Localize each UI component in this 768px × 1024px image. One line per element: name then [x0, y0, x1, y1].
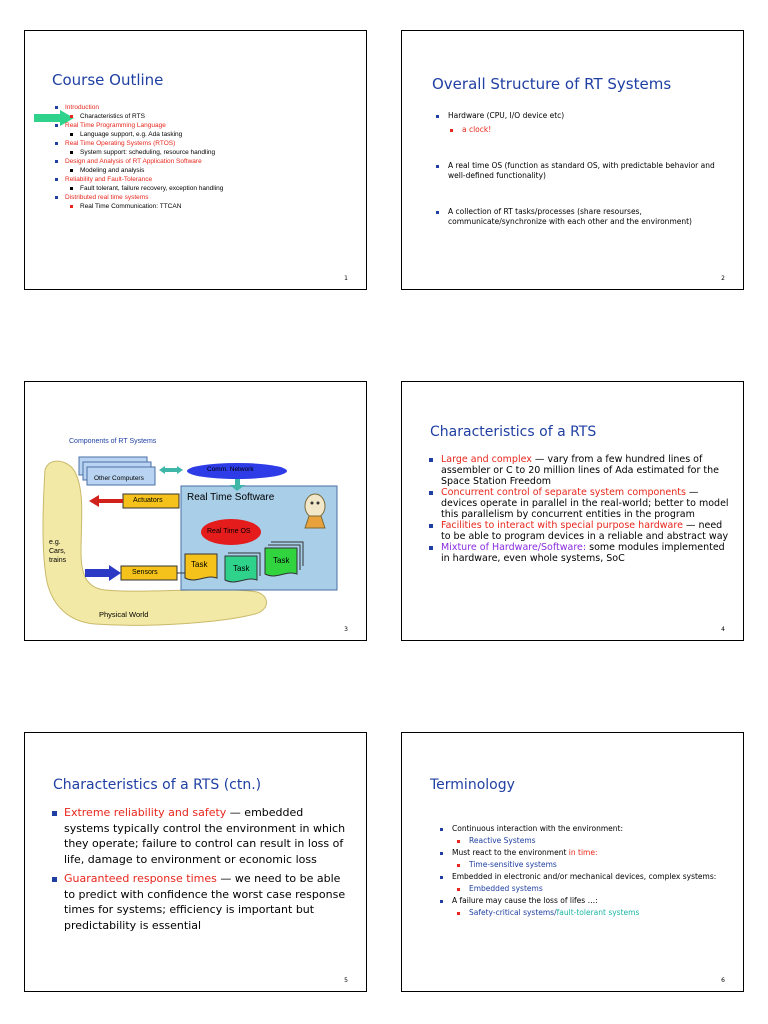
- page-number: 3: [344, 626, 348, 633]
- list-item: A real time OS (function as standard OS, with predictable behavior and well-defined functionality): [436, 161, 731, 181]
- list-item: [440, 908, 725, 918]
- slide-title: Overall Structure of RT Systems: [432, 75, 672, 93]
- body-text: — we need to be able to predict with confidence the worst case response times for systems; efficiency is important but predictability is essential: [64, 872, 346, 932]
- mascot-icon: [305, 494, 325, 528]
- list-item: Reliability and Fault-Tolerance: [55, 175, 223, 184]
- example-label: [49, 538, 66, 565]
- highlight-text: Large and complex: [441, 454, 532, 465]
- highlight-text: in time:: [568, 848, 598, 857]
- highlight-text: fault-tolerant systems: [556, 908, 640, 917]
- body-text: — vary from a few hundred lines of assembler or C to 20 million lines of Ada estimated for the Space Station Freedom: [441, 454, 720, 487]
- body-text: — need to be able to program devices in a reliable and abstract way: [441, 520, 729, 542]
- page-number: 6: [721, 977, 725, 984]
- list-item: Real Time Operating Systems (RTOS): [55, 139, 223, 148]
- list-item: Characteristics of RTS: [55, 112, 223, 121]
- list-item: Continuous interaction with the environment:: [440, 824, 725, 834]
- page-number: 2: [721, 275, 725, 282]
- slide-title: Terminology: [430, 777, 515, 793]
- highlight-text: Facilities to interact with special purpose hardware: [441, 520, 683, 531]
- rt-os-label: Real Time OS: [207, 528, 251, 535]
- diagram-title: Components of RT Systems: [69, 438, 157, 445]
- characteristics-list: [429, 454, 729, 564]
- characteristics-list: [52, 805, 352, 937]
- list-item: Introduction: [55, 103, 223, 112]
- list-item: [429, 520, 729, 542]
- page-number: 1: [344, 275, 348, 282]
- list-item: [429, 454, 729, 487]
- comm-network-label: Comm. Network: [207, 466, 254, 473]
- terminology-list: [440, 824, 725, 920]
- physical-world-label: Physical World: [99, 610, 149, 619]
- task-label: Task: [233, 564, 250, 573]
- body-text: Must react to the environment: [452, 848, 569, 857]
- highlight-text: Mixture of Hardware/Software:: [441, 542, 587, 553]
- slide-title: Characteristics of a RTS: [430, 424, 597, 440]
- list-item: Design and Analysis of RT Application Software: [55, 157, 223, 166]
- blue-arrow-icon: [85, 565, 121, 581]
- example-line: Cars,: [49, 548, 66, 555]
- list-item: Language support, e.g. Ada tasking: [55, 130, 223, 139]
- slide-1: [24, 30, 367, 290]
- actuators-label: Actuators: [133, 497, 163, 504]
- page-number: 4: [721, 626, 725, 633]
- list-item: [52, 871, 352, 933]
- list-item: [429, 542, 729, 564]
- list-item: A collection of RT tasks/processes (share resourses, communicate/synchronize with each other and the environment): [436, 207, 731, 227]
- list-item: Time-sensitive systems: [440, 860, 725, 870]
- list-item: Modeling and analysis: [55, 166, 223, 175]
- task-label: Task: [273, 556, 290, 565]
- red-arrow-icon: [89, 495, 123, 507]
- list-item: System support: scheduling, resource handling: [55, 148, 223, 157]
- structure-list: [436, 111, 731, 227]
- outline-list: [55, 103, 223, 211]
- list-item: A failure may cause the loss of lifes …:: [440, 896, 725, 906]
- page-number: 5: [344, 977, 348, 984]
- body-text: Safety-critical systems/: [469, 908, 557, 917]
- body-text: some modules implemented in hardware, even whole systems, SoC: [441, 542, 725, 564]
- list-item: Hardware (CPU, I/O device etc): [436, 111, 731, 121]
- other-computers-label: Other Computers: [94, 475, 144, 482]
- task-label: Task: [191, 560, 208, 569]
- list-item: Real Time Programming Language: [55, 121, 223, 130]
- list-item: [440, 848, 725, 858]
- slide-3: [24, 381, 367, 641]
- list-item: a clock!: [436, 125, 731, 135]
- body-text: — devices operate in parallel in the real-world; better to model this parallelism by concurrent entities in the program: [441, 487, 729, 520]
- highlight-text: Extreme reliability and safety: [64, 806, 227, 819]
- list-item: [429, 487, 729, 520]
- list-item: Fault tolerant, failure recovery, exception handling: [55, 184, 223, 193]
- highlight-text: Concurrent control of separate system components: [441, 487, 686, 498]
- body-text: — embedded systems typically control the environment in which they operate; failure to control can result in loss of life, damage to environment or economic loss: [64, 806, 346, 866]
- slide-title: Characteristics of a RTS (ctn.): [53, 777, 262, 793]
- list-item: Embedded systems: [440, 884, 725, 894]
- list-item: Embedded in electronic and/or mechanical devices, complex systems:: [440, 872, 725, 882]
- sensors-label: Sensors: [132, 569, 158, 576]
- list-item: Reactive Systems: [440, 836, 725, 846]
- double-arrow-icon: [159, 466, 183, 474]
- slide-title: Course Outline: [52, 71, 164, 89]
- slide-4: [401, 381, 744, 641]
- list-item: [52, 805, 352, 867]
- example-line: trains: [49, 557, 67, 564]
- slide-5: [24, 732, 367, 992]
- highlight-text: Guaranteed response times: [64, 872, 217, 885]
- list-item: Distributed real time systems: [55, 193, 223, 202]
- slide-2: [401, 30, 744, 290]
- rt-components-diagram: [25, 382, 367, 641]
- rt-software-label: Real Time Software: [187, 492, 275, 503]
- list-item: Real Time Communication: TTCAN: [55, 202, 223, 211]
- example-line: e.g.: [49, 539, 61, 546]
- slide-6: [401, 732, 744, 992]
